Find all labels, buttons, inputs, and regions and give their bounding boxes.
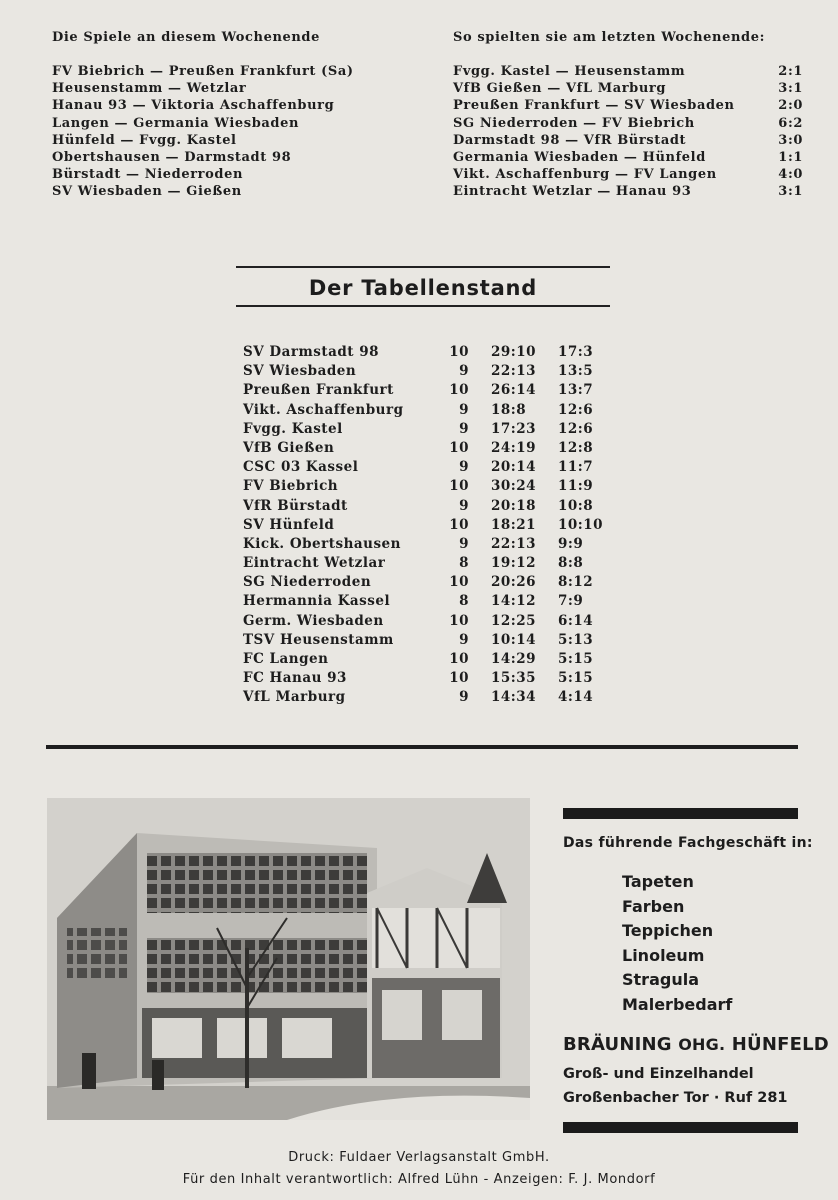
results-list	[453, 63, 803, 201]
table-header	[236, 266, 610, 307]
table-games: 10	[449, 612, 469, 629]
table-games: 10	[449, 651, 469, 667]
section-divider	[46, 745, 798, 749]
fixture-item: Hünfeld — Fvgg. Kastel	[52, 132, 237, 148]
result-item	[453, 166, 803, 183]
table-team: VfL Marburg	[243, 689, 346, 706]
footer-print: Druck: Fuldaer Verlagsanstalt GmbH.	[288, 1150, 550, 1165]
table-row	[243, 477, 603, 496]
table-team: Eintracht Wetzlar	[243, 555, 386, 572]
table-points: 5:13	[558, 631, 594, 648]
ad-bar-bottom	[563, 1122, 798, 1133]
ad-bar-top	[563, 808, 798, 819]
table-goals: 14:29	[491, 651, 537, 667]
table-points: 8:12	[558, 574, 594, 591]
table-points: 5:15	[558, 670, 594, 687]
results-column	[453, 30, 803, 201]
ad-product-list	[622, 870, 732, 1017]
table-points: 12:8	[558, 439, 594, 456]
result-match: Germania Wiesbaden — Hünfeld	[453, 149, 706, 165]
table-team: SV Darmstadt 98	[243, 344, 380, 360]
fixture-item: Bürstadt — Niederroden	[52, 167, 244, 183]
table-title: Der Tabellenstand	[308, 276, 538, 300]
table-row	[243, 420, 603, 439]
table-points: 5:15	[558, 651, 594, 667]
table-team: SV Hünfeld	[243, 516, 335, 533]
table-team: SV Wiesbaden	[243, 363, 357, 380]
result-match: Darmstadt 98 — VfR Bürstadt	[453, 132, 687, 148]
table-games: 10	[449, 439, 469, 456]
table-points: 8:8	[558, 555, 584, 572]
ad-product-item: Linoleum	[622, 945, 705, 965]
ad-address: Großenbacher Tor · Ruf 281	[563, 1090, 788, 1106]
result-match: Preußen Frankfurt — SV Wiesbaden	[453, 98, 735, 114]
table-points: 10:10	[558, 516, 604, 533]
ad-product-item: Teppichen	[622, 921, 714, 940]
result-score: 3:1	[778, 81, 803, 97]
table-team: FC Langen	[243, 651, 329, 667]
table-goals: 18:8	[491, 401, 527, 418]
table-goals: 20:14	[491, 459, 537, 476]
fixtures-list	[52, 63, 432, 201]
table-points: 6:14	[558, 612, 594, 629]
table-goals: 12:25	[491, 612, 537, 629]
table-row	[243, 497, 603, 516]
table-goals: 17:23	[491, 420, 537, 437]
result-score: 3:1	[778, 184, 803, 200]
table-goals: 20:26	[491, 574, 537, 591]
table-goals: 20:18	[491, 497, 537, 514]
ad-trade: Groß- und Einzelhandel	[563, 1066, 754, 1082]
fixture-item: Obertshausen — Darmstadt 98	[52, 149, 292, 165]
table-goals: 10:14	[491, 631, 537, 648]
table-team: CSC 03 Kassel	[243, 459, 359, 476]
table-goals: 22:13	[491, 535, 537, 552]
table-points: 11:9	[558, 478, 594, 495]
table-goals: 24:19	[491, 439, 537, 456]
table-goals: 22:13	[491, 363, 537, 380]
table-row	[243, 631, 603, 650]
fixture-item: SV Wiesbaden — Gießen	[52, 184, 242, 200]
table-games: 9	[459, 363, 469, 380]
table-points: 4:14	[558, 689, 594, 706]
result-score: 3:0	[778, 132, 803, 148]
table-team: FV Biebrich	[243, 478, 339, 495]
table-team: VfB Gießen	[243, 439, 335, 456]
footer-responsible: Für den Inhalt verantwortlich: Alfred Lühn - Anzeigen: F. J. Mondorf	[182, 1172, 656, 1187]
table-points: 13:7	[558, 382, 594, 399]
ad-product-item: Malerbedarf	[622, 994, 733, 1014]
table-goals: 14:34	[491, 689, 537, 706]
table-games: 10	[449, 670, 469, 687]
table-games: 9	[459, 689, 469, 706]
table-row	[243, 592, 603, 611]
table-games: 9	[459, 420, 469, 437]
fixture-item: Heusenstamm — Wetzlar	[52, 81, 247, 97]
table-games: 9	[459, 631, 469, 648]
result-score: 1:1	[778, 149, 803, 165]
result-match: SG Niederroden — FV Biebrich	[453, 115, 695, 131]
table-games: 9	[459, 535, 469, 552]
result-item	[453, 132, 803, 149]
ad-product-item: Farben	[622, 896, 685, 916]
result-item	[453, 80, 803, 97]
table-goals: 15:35	[491, 670, 537, 687]
ad-company-form: OHG.	[678, 1035, 726, 1054]
result-item	[453, 63, 803, 80]
table-row	[243, 535, 603, 554]
table-team: VfR Bürstadt	[243, 497, 348, 514]
result-item	[453, 115, 803, 132]
result-score: 2:1	[778, 64, 803, 79]
table-header-rule-bottom	[236, 305, 610, 307]
table-team: FC Hanau 93	[243, 670, 347, 687]
table-row	[243, 381, 603, 400]
shop-building-photo	[47, 798, 530, 1120]
result-match: Fvgg. Kastel — Heusenstamm	[453, 64, 686, 79]
table-goals: 19:12	[491, 555, 537, 572]
table-team: Hermannia Kassel	[243, 593, 391, 610]
table-games: 10	[449, 382, 469, 399]
table-team: TSV Heusenstamm	[243, 631, 394, 648]
table-points: 12:6	[558, 420, 594, 437]
result-score: 2:0	[778, 98, 803, 114]
ad-company-name	[563, 1034, 829, 1055]
table-team: Germ. Wiesbaden	[243, 612, 384, 629]
table-goals: 18:21	[491, 516, 537, 533]
table-goals: 29:10	[491, 344, 537, 360]
table-games: 8	[459, 593, 469, 610]
table-team: Fvgg. Kastel	[243, 420, 343, 437]
table-games: 9	[459, 497, 469, 514]
fixture-item: Langen — Germania Wiesbaden	[52, 115, 300, 131]
table-team: Kick. Obertshausen	[243, 535, 401, 552]
table-team: SG Niederroden	[243, 574, 372, 591]
table-row	[243, 516, 603, 535]
result-match: VfB Gießen — VfL Marburg	[453, 81, 667, 97]
table-points: 12:6	[558, 401, 594, 418]
table-goals: 14:12	[491, 593, 537, 610]
table-games: 9	[459, 401, 469, 418]
table-row	[243, 439, 603, 458]
standings-table	[243, 343, 603, 708]
table-points: 11:7	[558, 459, 594, 476]
table-row	[243, 554, 603, 573]
table-team: Preußen Frankfurt	[243, 382, 394, 399]
ad-company-name-main: BRÄUNING	[563, 1034, 672, 1055]
table-points: 10:8	[558, 497, 594, 514]
ad-intro: Das führende Fachgeschäft in:	[563, 835, 813, 851]
table-row	[243, 343, 603, 362]
table-points: 17:3	[558, 344, 594, 360]
table-games: 10	[449, 516, 469, 533]
table-row	[243, 612, 603, 631]
result-item	[453, 97, 803, 114]
table-points: 9:9	[558, 535, 584, 552]
table-row	[243, 688, 603, 707]
result-item	[453, 183, 803, 200]
table-games: 10	[449, 574, 469, 591]
table-goals: 30:24	[491, 478, 537, 495]
table-games: 10	[449, 478, 469, 495]
fixture-item: Hanau 93 — Viktoria Aschaffenburg	[52, 98, 335, 114]
table-row	[243, 573, 603, 592]
ad-product-item: Tapeten	[622, 872, 694, 891]
table-row	[243, 401, 603, 420]
result-match: Eintracht Wetzlar — Hanau 93	[453, 184, 692, 200]
ad-company-city: HÜNFELD	[731, 1034, 829, 1055]
table-points: 7:9	[558, 593, 584, 610]
result-score: 4:0	[778, 167, 803, 183]
result-match: Vikt. Aschaffenburg — FV Langen	[453, 167, 717, 183]
table-team: Vikt. Aschaffenburg	[243, 401, 404, 418]
table-points: 13:5	[558, 363, 594, 380]
fixtures-column	[52, 30, 432, 201]
results-title: So spielten sie am letzten Wochenende:	[453, 30, 765, 45]
ad-product-item: Stragula	[622, 970, 699, 989]
table-goals: 26:14	[491, 382, 537, 399]
fixture-item: FV Biebrich — Preußen Frankfurt (Sa)	[52, 64, 354, 79]
table-row	[243, 458, 603, 477]
table-row	[243, 669, 603, 688]
table-row	[243, 362, 603, 381]
result-score: 6:2	[778, 115, 803, 131]
building-illustration	[47, 798, 530, 1120]
table-games: 9	[459, 459, 469, 476]
fixtures-title: Die Spiele an diesem Wochenende	[52, 30, 320, 45]
table-games: 10	[449, 344, 469, 360]
table-row	[243, 650, 603, 669]
result-item	[453, 149, 803, 166]
table-games: 8	[459, 555, 469, 572]
